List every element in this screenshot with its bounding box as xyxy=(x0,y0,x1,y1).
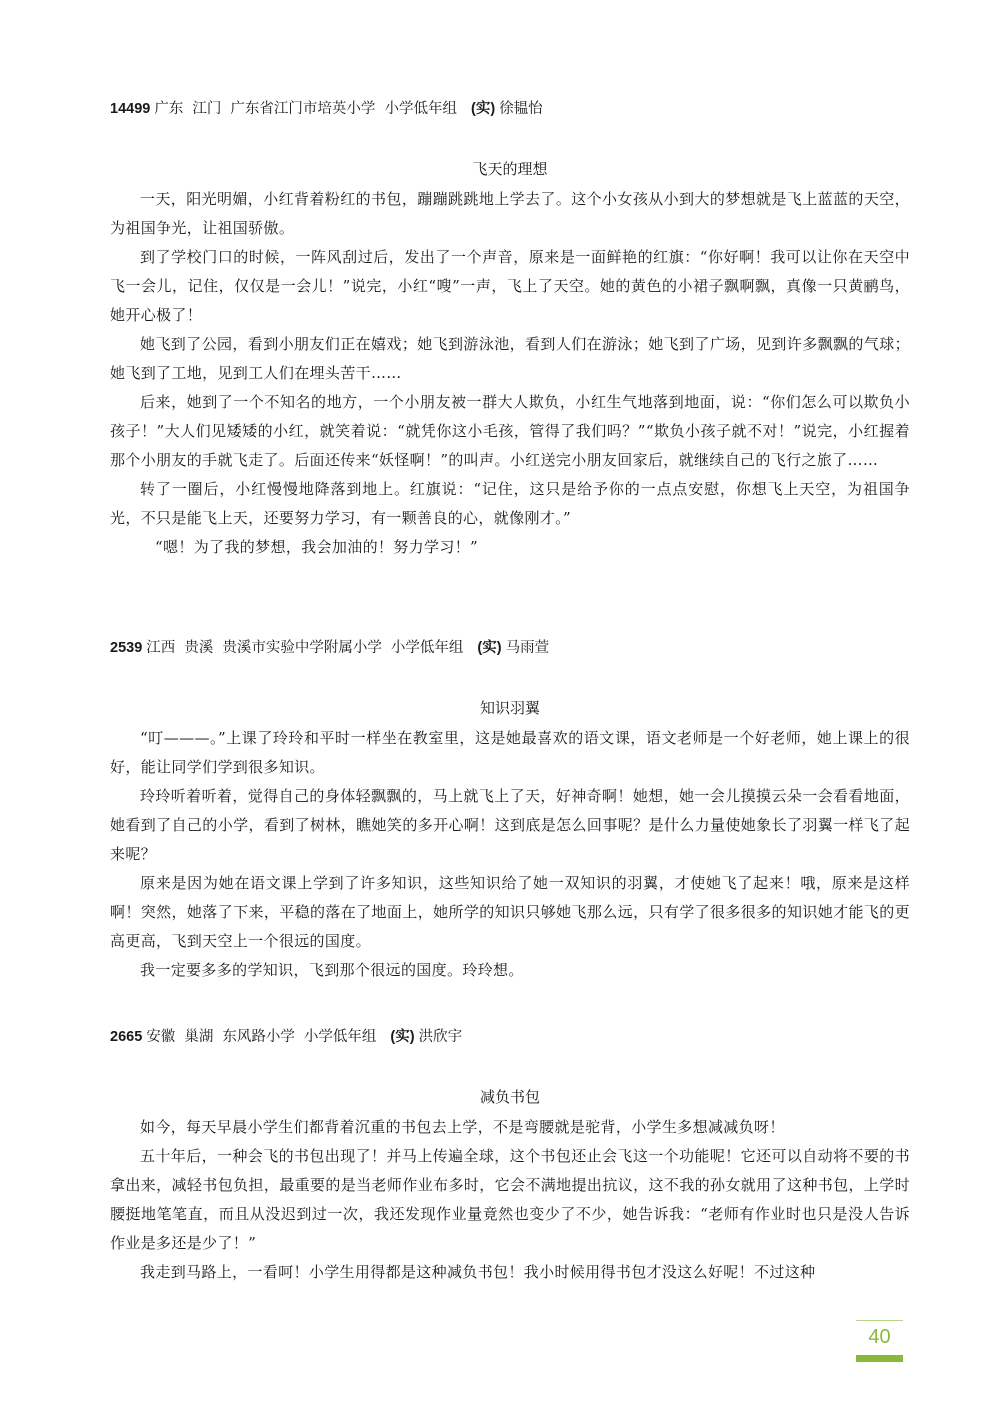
essay-entry-2 xyxy=(110,638,910,985)
page-number-bar xyxy=(856,1355,903,1362)
entry-tag: (实) xyxy=(470,101,496,117)
entry-header xyxy=(110,99,910,119)
page-number-rule xyxy=(856,1320,903,1321)
essay-paragraph: 如今，每天早晨小学生们都背着沉重的书包去上学，不是弯腰就是驼背，小学生多想减减负呀！ xyxy=(140,1118,785,1136)
essay-paragraph: 后来，她到了一个不知名的地方，一个小朋友被一群大人欺负，小红生气地落到地面，说：“你们怎么可以欺负小孩子！”大人们见矮矮的小红，就笑着说：“就凭你这小毛孩，管得了我们吗？”“欺负小孩子就不对！”说完，小红握着那个小朋友的手就飞走了。后面还传来“妖怪啊！”的叫声。小红送完小朋友回家后，就继续自己的飞行之旅了…… xyxy=(110,393,910,469)
entry-author: 徐韫怡 xyxy=(499,101,543,117)
entry-group: 小学低年组 xyxy=(303,1029,377,1045)
entry-id: 2665 xyxy=(110,1029,143,1045)
entry-province: 江西 xyxy=(146,640,176,656)
essay-paragraph: 她飞到了公园，看到小朋友们正在嬉戏；她飞到游泳池，看到人们在游泳；她飞到了广场，见到许多飘飘的气球；她飞到了工地，见到工人们在埋头苦干…… xyxy=(110,335,910,382)
entry-group: 小学低年组 xyxy=(390,640,464,656)
entry-group: 小学低年组 xyxy=(384,101,457,117)
essay-paragraph: 原来是因为她在语文课上学到了许多知识，这些知识给了她一双知识的羽翼，才使她飞了起来！哦，原来是这样啊！突然，她落了下来，平稳的落在了地面上，她所学的知识只够她飞那么远，只有学了很多很多的知识她才能飞的更高更高，飞到天空上一个很远的国度。 xyxy=(110,874,910,950)
essay-paragraph: 五十年后，一种会飞的书包出现了！并马上传遍全球，这个书包还止会飞这一个功能呢！它还可以自动将不要的书拿出来，减轻书包负担，最重要的是当老师作业布多时，它会不满地提出抗议，这不我的孙女就用了这种书包，上学时腰挺地笔笔直，而且从没迟到过一次，我还发现作业量竟然也变少了不少，她告诉我：“老师有作业时也只是没人告诉作业是多还是少了！” xyxy=(110,1147,910,1252)
entry-province: 安徽 xyxy=(146,1029,176,1045)
essay-paragraph: 我走到马路上，一看呵！小学生用得都是这种减负书包！我小时候用得书包才没这么好呢！不过这种 xyxy=(140,1263,816,1281)
entry-author: 洪欣宇 xyxy=(418,1029,463,1045)
entry-city: 巢湖 xyxy=(184,1029,214,1045)
entry-city: 江门 xyxy=(192,101,222,117)
entry-school: 东风路小学 xyxy=(222,1029,295,1045)
entry-header xyxy=(110,1027,910,1047)
essay-body xyxy=(110,724,910,985)
essay-paragraph: 我一定要多多的学知识，飞到那个很远的国度。玲玲想。 xyxy=(140,961,524,979)
entry-province: 广东 xyxy=(154,101,184,117)
essay-paragraph: “叮———。”上课了玲玲和平时一样坐在教室里，这是她最喜欢的语文课，语文老师是一个好老师，她上课上的很好，能让同学们学到很多知识。 xyxy=(110,729,910,776)
entry-id: 14499 xyxy=(110,101,151,117)
essay-paragraph: 转了一圈后，小红慢慢地降落到地上。红旗说：“记住，这只是给予你的一点点安慰，你想飞上天空，为祖国争光，不只是能飞上天，还要努力学习，有一颗善良的心，就像刚才。” xyxy=(110,480,910,527)
entry-school: 贵溪市实验中学附属小学 xyxy=(222,640,382,656)
entry-school: 广东省江门市培英小学 xyxy=(230,101,376,117)
essay-paragraph: 玲玲听着听着，觉得自己的身体轻飘飘的，马上就飞上了天，好神奇啊！她想，她一会儿摸摸云朵一会看看地面，她看到了自己的小学，看到了树林，瞧她笑的多开心啊！这到底是怎么回事呢？是什么力量使她象长了羽翼一样飞了起来呢？ xyxy=(110,787,910,863)
page-number: 40 xyxy=(868,1326,891,1348)
entry-tag: (实) xyxy=(477,640,502,656)
essay-title: 减负书包 xyxy=(479,1088,540,1106)
essay-entry-3 xyxy=(110,1027,910,1287)
entry-tag: (实) xyxy=(390,1029,415,1045)
essay-entry-1 xyxy=(110,99,910,562)
essay-title: 飞天的理想 xyxy=(472,160,548,178)
entry-city: 贵溪 xyxy=(184,640,214,656)
essay-paragraph: “嗯！为了我的梦想，我会加油的！努力学习！” xyxy=(155,538,479,556)
essay-title: 知识羽翼 xyxy=(479,699,540,717)
essay-body xyxy=(110,185,910,562)
essay-paragraph: 一天，阳光明媚，小红背着粉红的书包，蹦蹦跳跳地上学去了。这个小女孩从小到大的梦想就是飞上蓝蓝的天空，为祖国争光，让祖国骄傲。 xyxy=(110,190,910,237)
entry-id: 2539 xyxy=(110,640,143,656)
essay-paragraph: 到了学校门口的时候，一阵风刮过后，发出了一个声音，原来是一面鲜艳的红旗：“你好啊！我可以让你在天空中飞一会儿，记住，仅仅是一会儿！”说完，小红“嗖”一声，飞上了天空。她的黄色的小裙子飘啊飘，真像一只黄鹂鸟，她开心极了！ xyxy=(110,248,910,324)
entry-author: 马雨萱 xyxy=(505,640,550,656)
essay-body xyxy=(110,1113,910,1287)
entry-header xyxy=(110,638,910,658)
